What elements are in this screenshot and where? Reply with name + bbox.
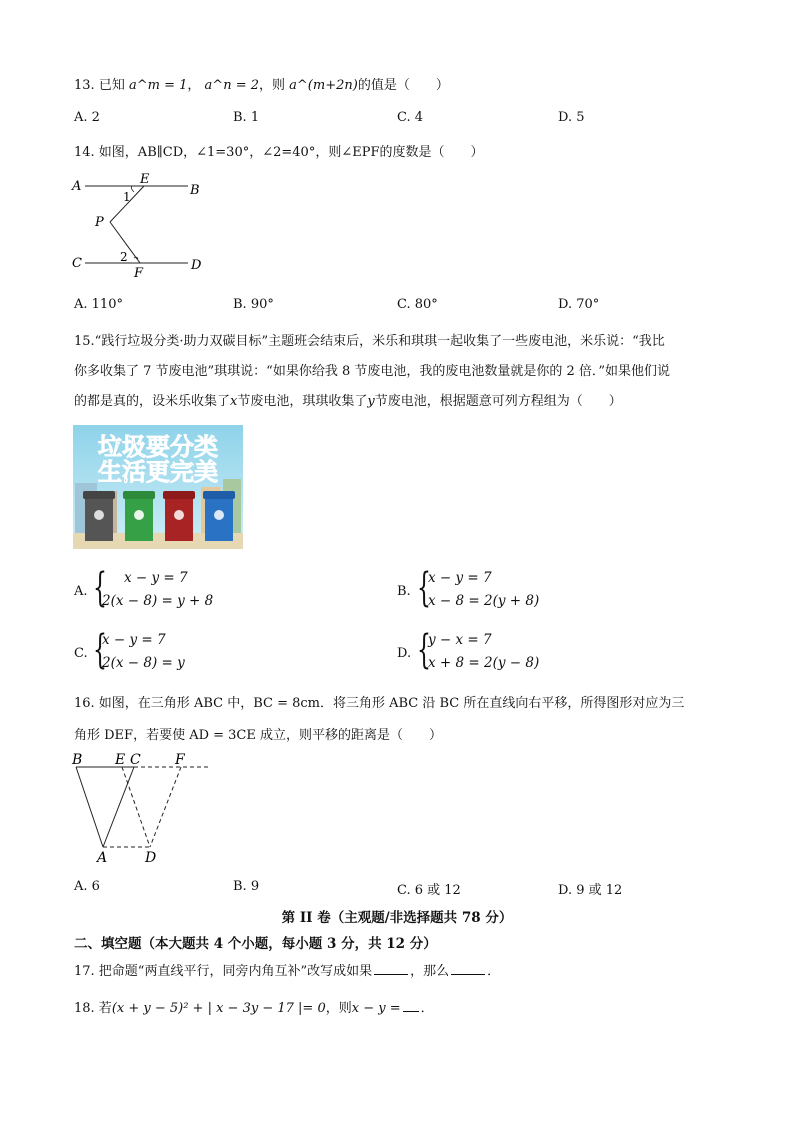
q18-target: x − y =	[351, 1001, 401, 1016]
part2-title: 第 II 卷（主观题/非选择题共 78 分）	[281, 910, 513, 926]
q15-line3: 的都是真的，设米乐收集了x节废电池，琪琪收集了y节废电池，根据题意可列方程组为（ ）	[74, 394, 622, 409]
q13-target: a^(m+2n)	[289, 78, 358, 93]
q16-option-d[interactable]: D. 9 或 12	[558, 883, 623, 898]
garbage-image-text-1: 垃圾要分类	[98, 433, 218, 461]
q16-label-e: E	[115, 752, 126, 768]
q14-option-b[interactable]: B. 90°	[233, 297, 274, 312]
q13-option-b[interactable]: B. 1	[233, 110, 260, 125]
q15-option-c[interactable]: C. { x − y = 7 2(x − 8) = y	[74, 627, 185, 673]
q14-label-2: 2	[120, 250, 128, 264]
section2-title: 二、填空题（本大题共 4 个小题，每小题 3 分，共 12 分）	[74, 936, 437, 952]
q18-expression: (x + y − 5)² + | x − 3y − 17 |= 0	[111, 1001, 326, 1016]
bin-green	[123, 491, 155, 541]
q14-label-b: B	[190, 183, 200, 198]
q16-line2: 角形 DEF，若要使 AD = 3CE 成立，则平移的距离是（ ）	[74, 728, 443, 743]
garbage-image-text-2: 生活更完美	[98, 458, 218, 486]
q14-label-c: C	[72, 256, 82, 271]
q17-stem: 17. 把命题“两直线平行，同旁内角互补”改写成如果 ，那么 ．	[74, 964, 501, 979]
q15-line2: 你多收集了 7 节废电池”琪琪说：“如果你给我 8 节废电池，我的废电池数量就是你的 2 倍．”如果他们说	[74, 364, 671, 379]
q15-line1: 15.“践行垃圾分类·助力双碳目标”主题班会结束后，米乐和琪琪一起收集了一些废电池，米乐说：“我比	[74, 334, 665, 349]
q14-figure	[68, 170, 218, 280]
q16-line1: 16. 如图，在三角形 ABC 中，BC = 8cm．将三角形 ABC 沿 BC 所在直线向右平移，所得图形对应为三	[74, 696, 685, 711]
q17-blank-2[interactable]	[451, 964, 485, 975]
bin-gray	[83, 491, 115, 541]
q14-label-p: P	[95, 215, 104, 230]
q16-figure	[68, 748, 218, 868]
q13-option-c[interactable]: C. 4	[397, 110, 424, 125]
q16-label-f: F	[175, 752, 185, 768]
q13-stem: 13. 已知 a^m = 1， a^n = 2，则 a^(m+2n)的值是（ ）	[74, 78, 449, 93]
q16-label-b: B	[72, 752, 83, 768]
bin-red	[163, 491, 195, 541]
q15-option-d[interactable]: D. { y − x = 7 x + 8 = 2(y − 8)	[397, 627, 540, 673]
q17-blank-1[interactable]	[374, 964, 408, 975]
q16-option-b[interactable]: B. 9	[233, 879, 260, 894]
q14-label-e: E	[140, 172, 150, 187]
garbage-sorting-image	[73, 425, 243, 549]
q15-option-a[interactable]: A. { x − y = 7 2(x − 8) = y + 8	[74, 565, 214, 611]
q16-label-d: D	[145, 850, 157, 866]
q15-option-b[interactable]: B. { x − y = 7 x − 8 = 2(y + 8)	[397, 565, 540, 611]
q14-label-1: 1	[123, 190, 131, 204]
q16-label-a: A	[97, 850, 108, 866]
q18-stem: 18. 若(x + y − 5)² + | x − 3y − 17 |= 0，则x − y = ．	[74, 1001, 434, 1016]
q16-option-c[interactable]: C. 6 或 12	[397, 883, 461, 898]
q14-label-f: F	[134, 266, 144, 280]
q14-option-c[interactable]: C. 80°	[397, 297, 438, 312]
bin-blue	[203, 491, 235, 541]
q14-label-d: D	[191, 258, 202, 273]
q18-blank[interactable]	[403, 1001, 419, 1012]
q16-label-c: C	[130, 752, 141, 768]
q14-stem: 14. 如图，AB∥CD，∠1=30°，∠2=40°，则∠EPF的度数是（ ）	[74, 145, 484, 160]
q14-option-d[interactable]: D. 70°	[558, 297, 600, 312]
q13-cond1: a^m = 1	[128, 78, 188, 93]
q13-option-d[interactable]: D. 5	[558, 110, 585, 125]
q14-option-a[interactable]: A. 110°	[74, 297, 123, 312]
q13-option-a[interactable]: A. 2	[74, 110, 100, 125]
q14-label-a: A	[72, 179, 82, 194]
q16-option-a[interactable]: A. 6	[74, 879, 100, 894]
q13-cond2: a^n = 2	[204, 78, 259, 93]
